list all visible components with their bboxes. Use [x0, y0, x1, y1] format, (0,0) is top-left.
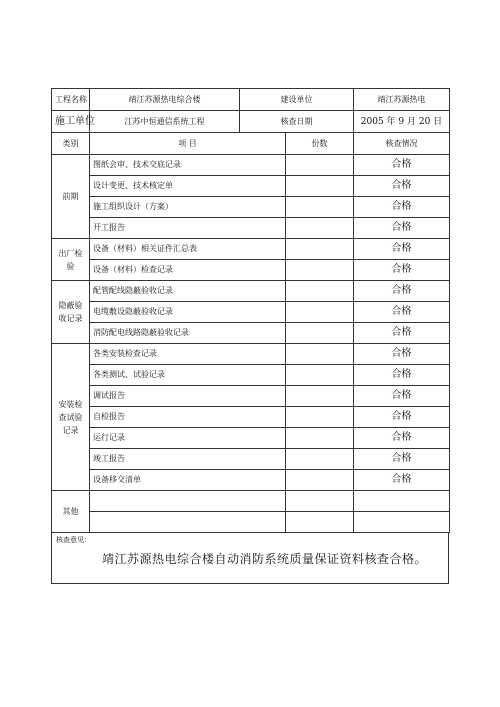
item-status: 合格 — [354, 449, 450, 470]
item-pages — [286, 155, 354, 176]
item-pages — [286, 281, 354, 302]
column-status: 核查情况 — [354, 133, 450, 155]
project-row — [52, 89, 450, 111]
item-name: 设备（材料）相关证件汇总表 — [90, 239, 286, 260]
item-status: 合格 — [354, 470, 450, 491]
item-pages — [286, 449, 354, 470]
table-row — [52, 470, 450, 491]
item-pages — [286, 365, 354, 386]
contractor-label: 施工单位 — [52, 111, 90, 133]
quality-check-sheet — [51, 88, 449, 584]
item-status: 合格 — [354, 218, 450, 239]
item-name: 电缆敷设隐蔽验收记录 — [90, 302, 286, 323]
opinion-cell — [52, 533, 449, 584]
item-name — [90, 512, 286, 533]
contractor-value: 江苏中恒通信系统工程 — [90, 111, 240, 133]
item-name: 调试报告 — [90, 386, 286, 407]
item-pages — [286, 218, 354, 239]
check-table — [51, 88, 450, 533]
item-pages — [286, 470, 354, 491]
item-status: 合格 — [354, 239, 450, 260]
item-status — [354, 512, 450, 533]
table-row — [52, 302, 450, 323]
check-date-label: 核查日期 — [240, 111, 354, 133]
table-row — [52, 449, 450, 470]
table-row — [52, 512, 450, 533]
table-row — [52, 407, 450, 428]
column-item: 项 目 — [90, 133, 286, 155]
table-row — [52, 491, 450, 512]
item-status: 合格 — [354, 344, 450, 365]
table-row — [52, 260, 450, 281]
item-name: 设备（材料）检查记录 — [90, 260, 286, 281]
table-row — [52, 155, 450, 176]
item-name: 消防配电线路隐蔽验收记录 — [90, 323, 286, 344]
project-label: 工程名称 — [52, 89, 90, 111]
check-date-value: 2005 年 9 月 20 日 — [354, 111, 450, 133]
column-pages: 份数 — [286, 133, 354, 155]
table-row — [52, 197, 450, 218]
item-status: 合格 — [354, 386, 450, 407]
builder-value: 靖江苏源热电 — [354, 89, 450, 111]
item-pages — [286, 344, 354, 365]
item-pages — [286, 176, 354, 197]
item-pages — [286, 323, 354, 344]
table-row — [52, 281, 450, 302]
builder-label: 建设单位 — [240, 89, 354, 111]
item-name: 开工报告 — [90, 218, 286, 239]
table-row — [52, 218, 450, 239]
item-pages — [286, 428, 354, 449]
item-name: 各类测试、试验记录 — [90, 365, 286, 386]
item-name: 竣工报告 — [90, 449, 286, 470]
item-status — [354, 491, 450, 512]
category-cell: 其他 — [52, 491, 90, 533]
item-name: 各类安装检查记录 — [90, 344, 286, 365]
item-name: 运行记录 — [90, 428, 286, 449]
item-status: 合格 — [354, 260, 450, 281]
item-name: 设计变更、技术核定单 — [90, 176, 286, 197]
category-cell: 隐蔽验收记录 — [52, 281, 90, 344]
table-row — [52, 428, 450, 449]
item-status: 合格 — [354, 365, 450, 386]
item-status: 合格 — [354, 176, 450, 197]
item-name — [90, 491, 286, 512]
item-pages — [286, 512, 354, 533]
column-category: 类别 — [52, 133, 90, 155]
table-row — [52, 365, 450, 386]
item-pages — [286, 407, 354, 428]
opinion-text: 靖江苏源热电综合楼自动消防系统质量保证资料核查合格。 — [102, 552, 428, 566]
item-name: 配管配线隐蔽验收记录 — [90, 281, 286, 302]
item-pages — [286, 260, 354, 281]
category-cell: 出厂检验 — [52, 239, 90, 281]
item-pages — [286, 197, 354, 218]
item-status: 合格 — [354, 407, 450, 428]
table-row — [52, 344, 450, 365]
item-name: 施工组织设计（方案） — [90, 197, 286, 218]
column-header-row — [52, 133, 450, 155]
table-row — [52, 386, 450, 407]
item-status: 合格 — [354, 197, 450, 218]
contractor-row — [52, 111, 450, 133]
item-status: 合格 — [354, 281, 450, 302]
item-status: 合格 — [354, 323, 450, 344]
project-value: 靖江苏源热电综合楼 — [90, 89, 240, 111]
opinion-table — [51, 532, 449, 584]
table-row — [52, 239, 450, 260]
item-status: 合格 — [354, 302, 450, 323]
item-status: 合格 — [354, 428, 450, 449]
item-pages — [286, 386, 354, 407]
opinion-row — [52, 533, 449, 584]
item-status: 合格 — [354, 155, 450, 176]
item-pages — [286, 491, 354, 512]
category-cell: 安装检查试验记录 — [52, 344, 90, 491]
item-pages — [286, 239, 354, 260]
item-pages — [286, 302, 354, 323]
opinion-label: 核查意见： — [56, 536, 91, 544]
category-cell: 前期 — [52, 155, 90, 239]
table-row — [52, 176, 450, 197]
table-row — [52, 323, 450, 344]
item-name: 自检报告 — [90, 407, 286, 428]
item-name: 图纸会审、技术交底记录 — [90, 155, 286, 176]
item-name: 设备移交清单 — [90, 470, 286, 491]
